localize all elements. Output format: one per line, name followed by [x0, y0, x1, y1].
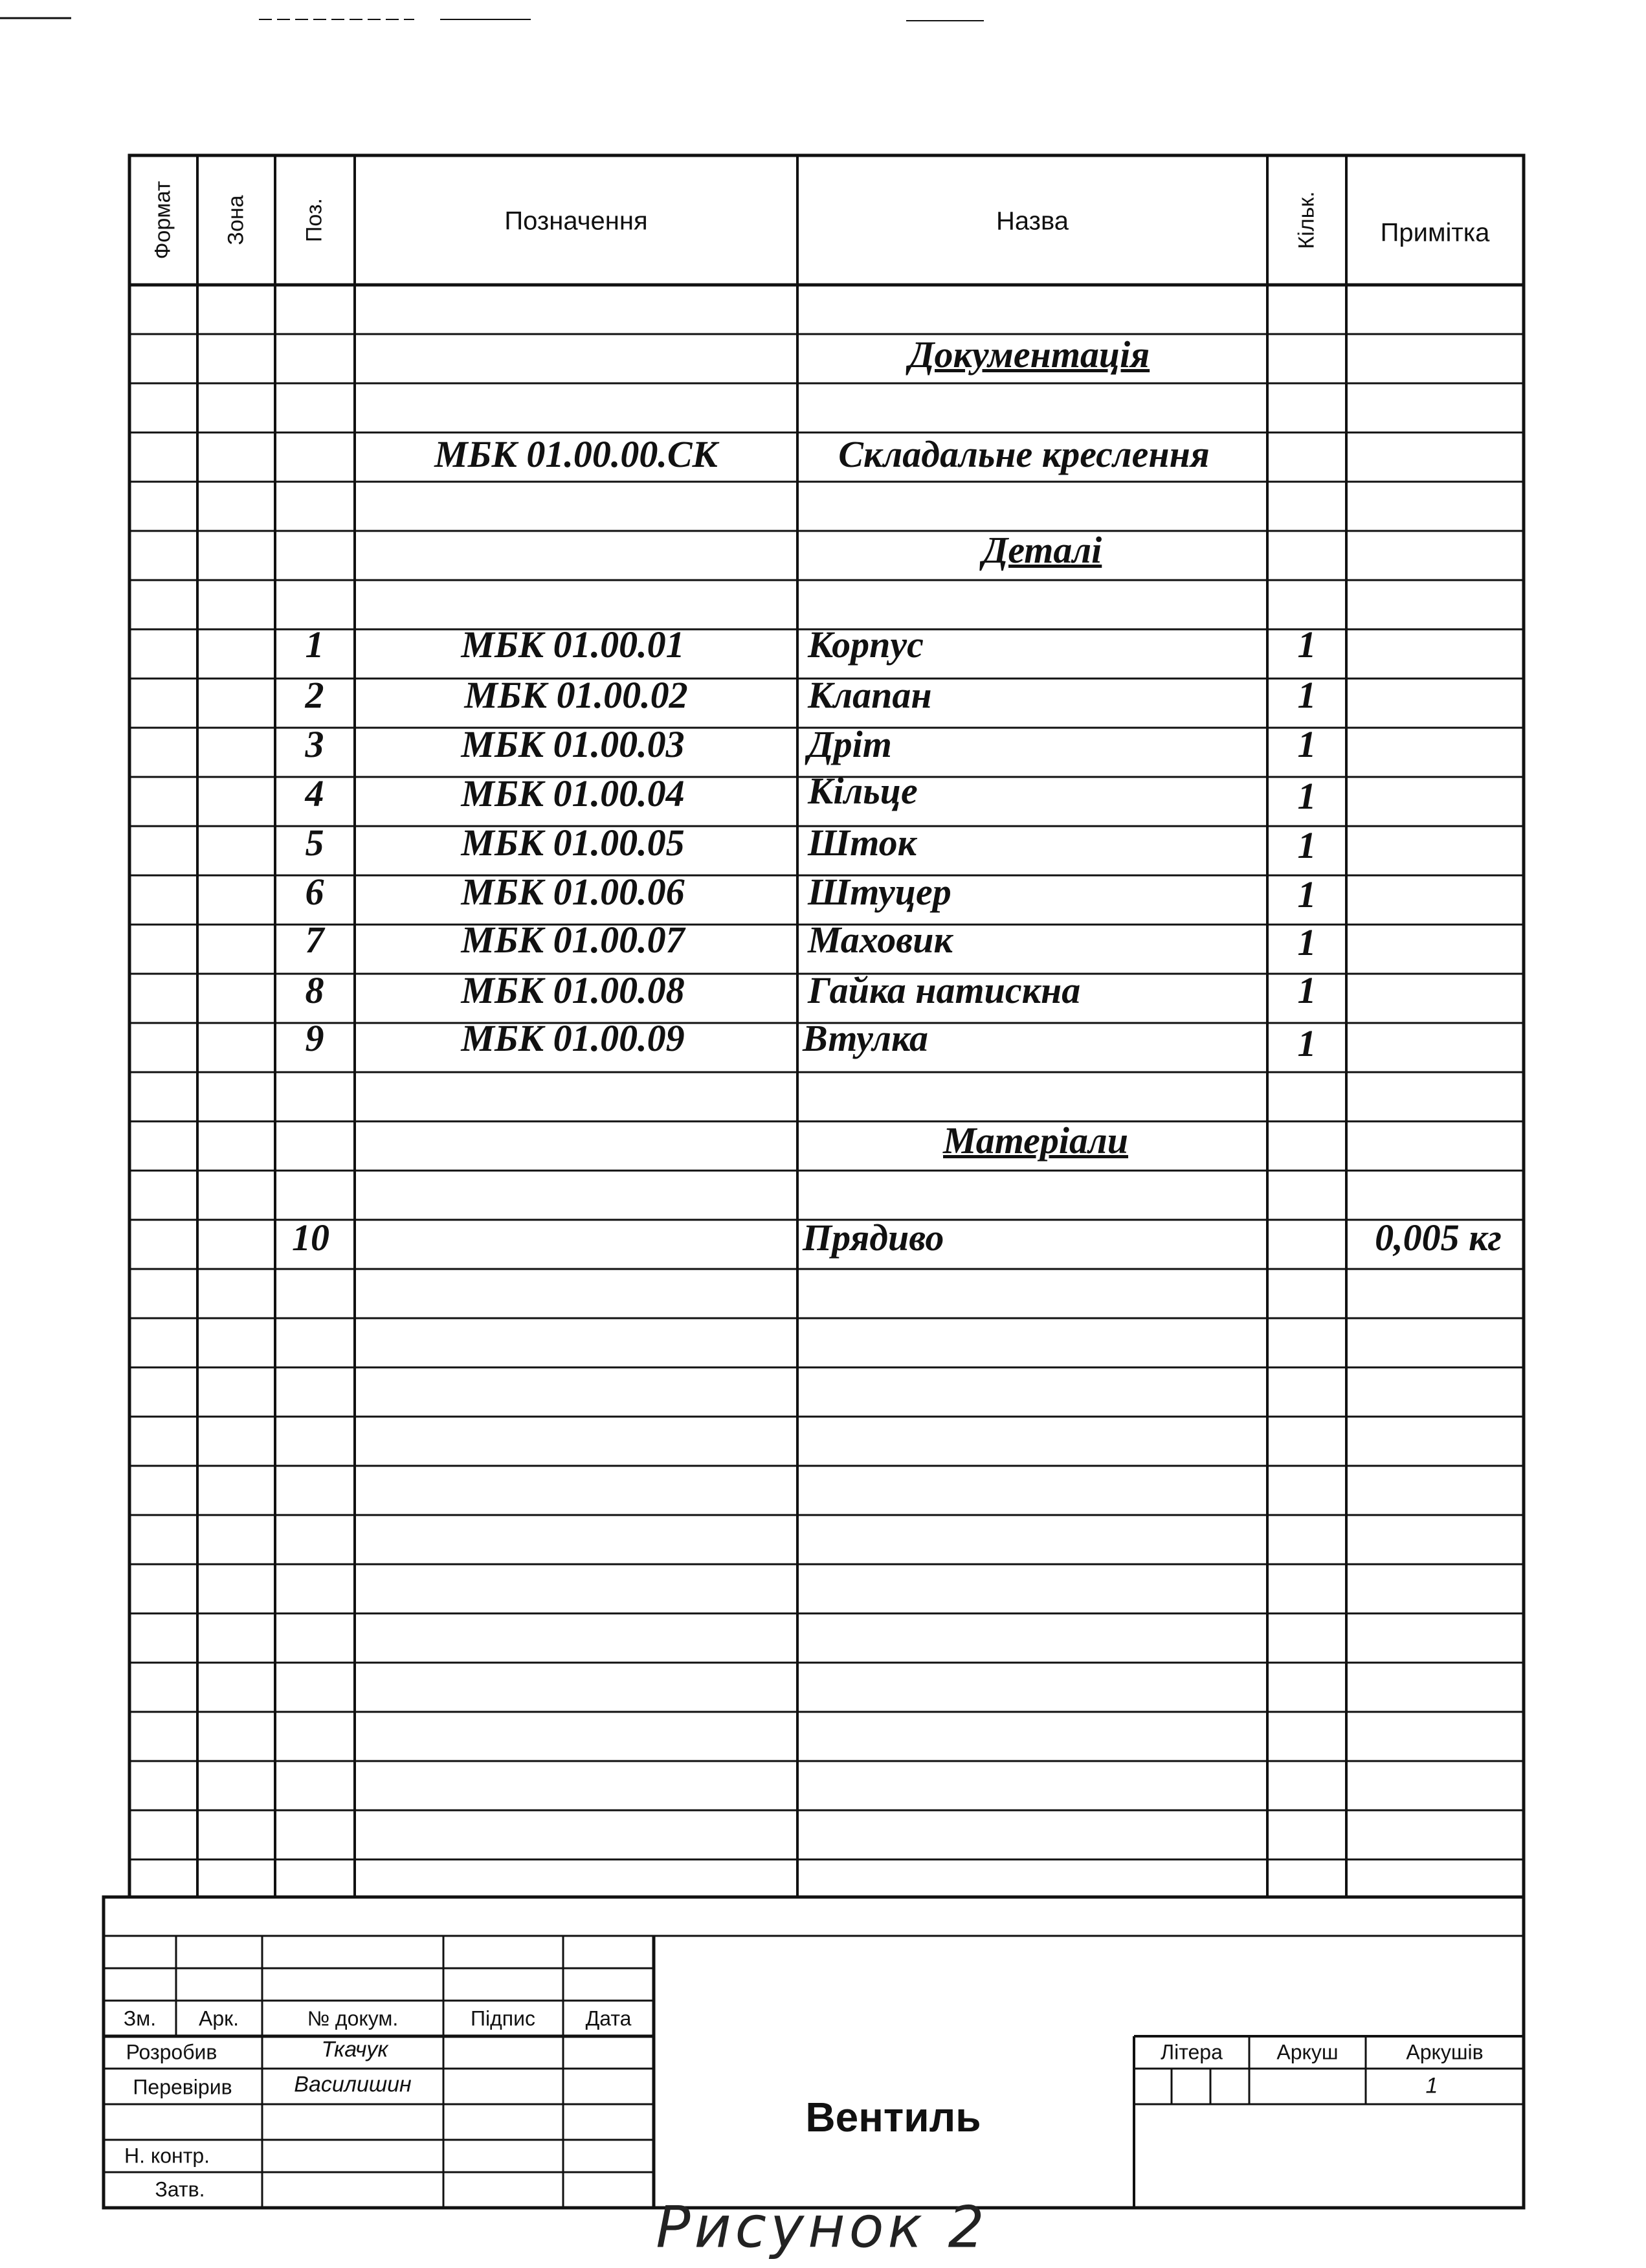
tb-col-doc-no: № докум. — [307, 2006, 399, 2030]
qty-cell: 1 — [1297, 969, 1317, 1011]
name-cell: Гайка натискна — [808, 969, 1081, 1011]
header-format: Формат — [150, 181, 175, 260]
qty-cell: 1 — [1297, 674, 1317, 716]
note-cell: 0,005 кг — [1375, 1217, 1502, 1259]
designation-cell: МБК 01.00.07 — [461, 919, 685, 961]
doc-name: Складальне креслення — [838, 433, 1210, 475]
pos-cell: 9 — [305, 1017, 324, 1059]
qty-cell: 1 — [1297, 873, 1317, 915]
tb-developed-label: Розробив — [126, 2040, 217, 2064]
designation-cell: МБК 01.00.08 — [461, 969, 685, 1011]
designation-cell: МБК 01.00.01 — [461, 623, 685, 666]
name-cell: Штуцер — [808, 871, 951, 913]
name-cell: Кільце — [808, 770, 918, 812]
pos-cell: 7 — [305, 919, 324, 961]
header-designation: Позначення — [504, 207, 648, 236]
name-cell: Клапан — [808, 674, 932, 716]
pos-cell: 2 — [305, 674, 324, 716]
name-cell: Маховик — [808, 919, 953, 961]
qty-cell: 1 — [1297, 824, 1317, 866]
tb-col-change: Зм. — [123, 2006, 157, 2030]
section-documentation: Документація — [908, 333, 1150, 376]
section-details: Деталі — [982, 529, 1102, 571]
tb-col-signature: Підпис — [471, 2006, 535, 2030]
designation-cell: МБК 01.00.06 — [461, 871, 685, 913]
qty-cell: 1 — [1297, 723, 1317, 765]
tb-developed-name: Ткачук — [321, 2037, 388, 2062]
tb-approved-label: Затв. — [155, 2177, 205, 2201]
designation-cell: МБК 01.00.05 — [461, 822, 685, 864]
document-title: Вентиль — [805, 2094, 981, 2140]
tb-sheet-label: Аркуш — [1276, 2040, 1339, 2064]
doc-designation: МБК 01.00.00.СК — [434, 433, 718, 475]
pos-cell: 3 — [305, 723, 324, 765]
pos-cell: 4 — [305, 772, 324, 814]
tb-col-sheet: Арк. — [198, 2006, 239, 2030]
qty-cell: 1 — [1297, 1022, 1317, 1064]
tb-sheets-label: Аркушів — [1406, 2040, 1484, 2064]
pos-cell: 6 — [305, 871, 324, 913]
header-pos: Поз. — [302, 198, 327, 242]
name-cell: Прядиво — [803, 1217, 944, 1259]
pos-cell: 1 — [305, 623, 324, 666]
tb-sheets-value: 1 — [1425, 2073, 1438, 2098]
tb-letter-label: Літера — [1161, 2040, 1223, 2064]
name-cell: Шток — [808, 822, 917, 864]
designation-cell: МБК 01.00.02 — [464, 674, 688, 716]
designation-cell: МБК 01.00.03 — [461, 723, 685, 765]
qty-cell: 1 — [1297, 775, 1317, 817]
name-cell: Корпус — [808, 623, 924, 666]
header-note: Примітка — [1380, 218, 1490, 247]
figure-caption: Рисунок 2 — [656, 2194, 988, 2261]
pos-cell: 5 — [305, 822, 324, 864]
pos-cell: 10 — [292, 1217, 329, 1259]
name-cell: Дріт — [808, 723, 892, 765]
name-cell: Втулка — [803, 1017, 928, 1059]
tb-norm-control-label: Н. контр. — [124, 2144, 210, 2168]
tb-checked-label: Перевірив — [133, 2075, 232, 2099]
section-materials: Матеріали — [943, 1119, 1128, 1162]
tb-col-date: Дата — [585, 2006, 632, 2030]
header-zone: Зона — [223, 195, 249, 245]
qty-cell: 1 — [1297, 921, 1317, 963]
header-name: Назва — [995, 207, 1069, 236]
designation-cell: МБК 01.00.09 — [461, 1017, 685, 1059]
qty-cell: 1 — [1297, 623, 1317, 666]
header-qty: Кільк. — [1294, 191, 1319, 249]
pos-cell: 8 — [305, 969, 324, 1011]
designation-cell: МБК 01.00.04 — [461, 772, 685, 814]
tb-checked-name: Василишин — [294, 2072, 412, 2097]
